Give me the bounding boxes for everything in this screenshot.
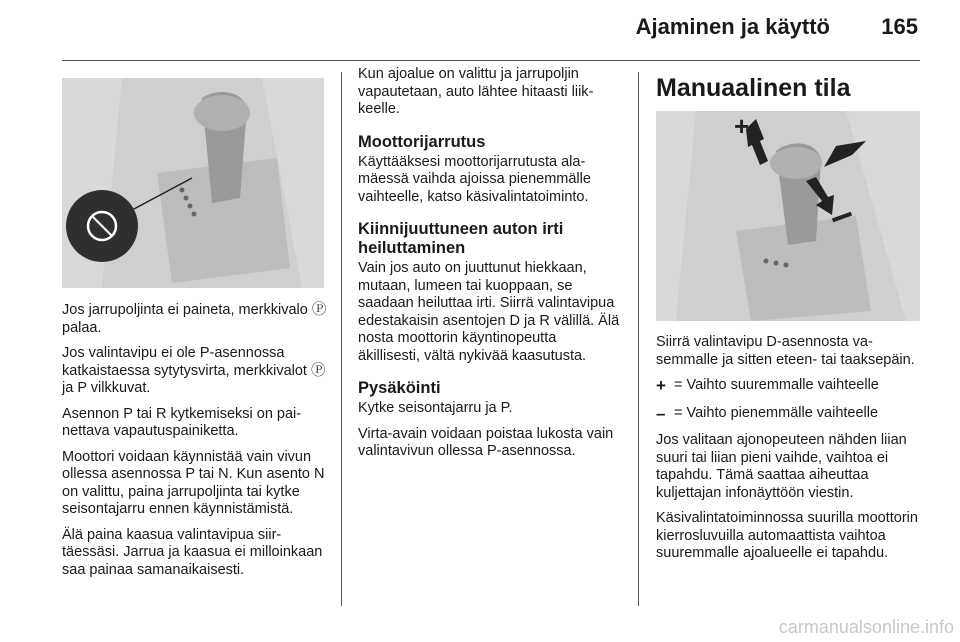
- paragraph: Virta-avain voidaan poistaa lukosta vain valintavivun ollessa P-asennossa.: [358, 425, 614, 459]
- paragraph: Siirrä valintavipu D-asennosta vasemmalle ja sitten eteen- tai taaksepäin.: [656, 334, 915, 368]
- column-divider-1: [341, 72, 342, 606]
- header-rule: [62, 60, 920, 61]
- manual-mode-illustration: [656, 111, 920, 321]
- paragraph: Käyttääksesi moottorijarrutusta alamäessä vaihda ajoissa pienemmälle vaihteelle, katso käsivalintatoiminto.: [358, 153, 591, 205]
- section-heading: Pysäköinti: [358, 379, 441, 397]
- paragraph: Kun ajoalue on valittu ja jarrupoljin vapautetaan, auto lähtee hitaasti liikkeelle.: [358, 66, 594, 117]
- shifter-illustration: [62, 78, 324, 288]
- section-heading: Kiinnijuuttuneen auton irti heiluttaminen: [358, 220, 564, 257]
- paragraph: Kytke seisontajarru ja P.: [358, 400, 513, 416]
- paragraph: Jos valitaan ajonopeuteen nähden liian suuri tai liian pieni vaihde, vaihtoa ei tapahdu. Tämä saattaa aiheuttaa kuljettajan infonäyttöön viestin.: [656, 432, 907, 501]
- column-divider-2: [638, 72, 639, 606]
- paragraph: Älä paina kaasua valintavipua siirtäessäsi. Jarrua ja kaasua ei milloinkaan saa painaa samanaikaisesti.: [62, 526, 323, 578]
- paragraph: Asennon P tai R kytkemiseksi on painettava vapautuspainiketta.: [62, 405, 302, 439]
- page-number: 165: [881, 14, 918, 39]
- plus-icon: +: [734, 111, 750, 141]
- legend-upshift: [656, 377, 922, 395]
- column-middle: [358, 66, 620, 469]
- legend-text: = Vaihto pienemmälle vaihteelle: [674, 404, 879, 421]
- legend-text: = Vaihto suuremmalle vaihteelle: [674, 377, 879, 393]
- paragraph: Moottori voidaan käynnistää vain vivun ollessa asennossa P tai N. Kun asento N on valittu, paina jarrupoljinta tai kytke seisontajarru ennen käynnistämistä.: [62, 448, 325, 517]
- paragraph: Käsivalintatoiminnossa suurilla moottorin kierrosluvuilla automaattista vaihtoa suuremmalle ajoalueelle ei tapahdu.: [656, 510, 918, 561]
- minus-icon: –: [656, 403, 666, 423]
- plus-icon: +: [656, 376, 666, 395]
- section-heading: Moottorijarrutus: [358, 132, 486, 151]
- paragraph: Jos jarrupoljinta ei paineta, merkkivalo Ⓟ palaa.: [62, 302, 327, 336]
- column-right: [656, 334, 922, 571]
- paragraph: Vain jos auto on juuttunut hiekkaan, mutaan, lumeen tai kuoppaan, se saadaan heiluttaa irti. Siirrä valintavipua edestakaisin asentojen D ja R välillä. Älä nosta moottorin käyntinopeutta äkillisesti, vältä nykivää kaasutusta.: [358, 260, 620, 364]
- page-header-title: Ajaminen ja käyttö: [635, 14, 830, 39]
- paragraph: Jos valintavipu ei ole P-asennossa katkaistaessa sytytysvirta, merkkivalot Ⓟ ja P vilkkuvat.: [62, 345, 326, 396]
- section-title: Manuaalinen tila: [656, 74, 851, 102]
- watermark: carmanualsonline.info: [778, 617, 954, 637]
- legend-downshift: [656, 405, 922, 423]
- column-left: [62, 302, 327, 587]
